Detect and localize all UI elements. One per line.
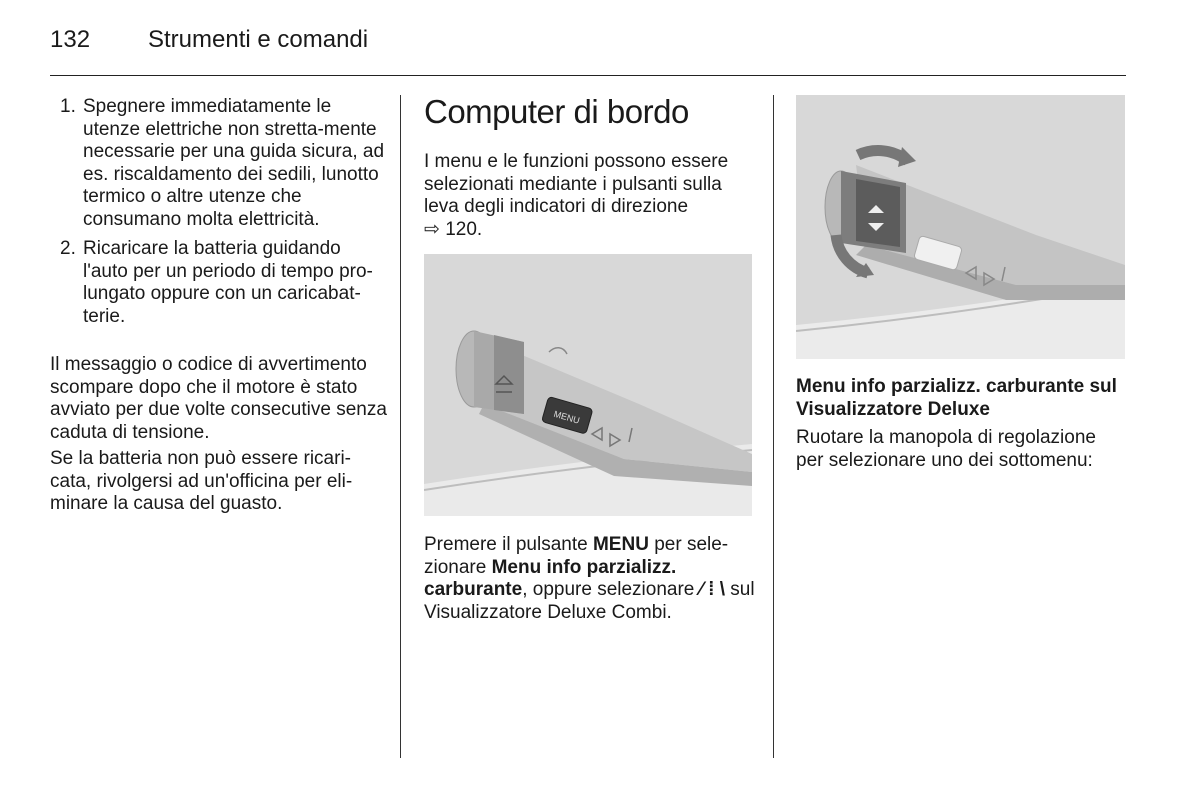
list-item-text: Ricaricare la batteria guidando l'auto per un periodo di tempo pro-lungato oppure con un caricabat-terie. [83,238,373,327]
column-divider [400,95,401,758]
press-text: sul Visualizzatore Deluxe Combi. [424,579,755,623]
list-item-text: Spegnere immediatamente le utenze elettriche non stretta-mente necessarie per una guida sicura, ad es. riscaldamento dei sedili, lunotto termico o altre utenze che consumano molta elettricità. [83,96,385,230]
figure-caption: Menu info parzializz. carburante sul Visualizzatore Deluxe [796,376,1117,420]
intro-text: I menu e le funzioni possono essere selezionati mediante i pulsanti sulla leva degli indicatori di direzione [424,151,729,217]
rotary-illustration [796,95,1125,359]
menu-keyword: MENU [592,534,649,555]
menu-button-label: MENU [552,408,581,426]
page-reference-icon: ⇨ [424,218,440,240]
list-item-number: 1. [60,96,76,117]
list-item-number: 2. [60,238,76,259]
battery-steps-list [50,96,390,335]
figure-stalk-menu-button [424,254,752,516]
stalk-illustration [424,254,752,516]
warning-message-paragraph: Il messaggio o codice di avvertimento scompare dopo che il motore è stato avviato per due volte consecutive senza caduta di tensione. [50,354,387,443]
column-divider [773,95,774,758]
press-text: , oppure selezionare [522,579,700,600]
page-number: 132 [50,26,91,53]
header-rule [50,75,1126,76]
list-item [50,96,390,231]
section-title: Strumenti e comandi [148,26,369,53]
workshop-paragraph: Se la batteria non può essere ricari-cata, rivolgersi ad un'officina per eli-minare la causa del guasto. [50,448,353,514]
page-reference: 120. [445,218,483,240]
chapter-heading: Computer di bordo [424,93,689,130]
press-menu-paragraph [424,534,759,624]
intro-paragraph [424,151,759,241]
press-text: Premere il pulsante [424,534,593,555]
rotate-paragraph: Ruotare la manopola di regolazione per selezionare uno dei sottomenu: [796,427,1096,471]
list-item [50,238,390,328]
figure-stalk-rotary [796,95,1125,359]
press-text: per sele-zionare [424,534,729,578]
trip-symbol: ⁄ ⁞ \ [699,579,725,600]
menu-item-name: Menu info parzializz. carburante [424,556,677,600]
